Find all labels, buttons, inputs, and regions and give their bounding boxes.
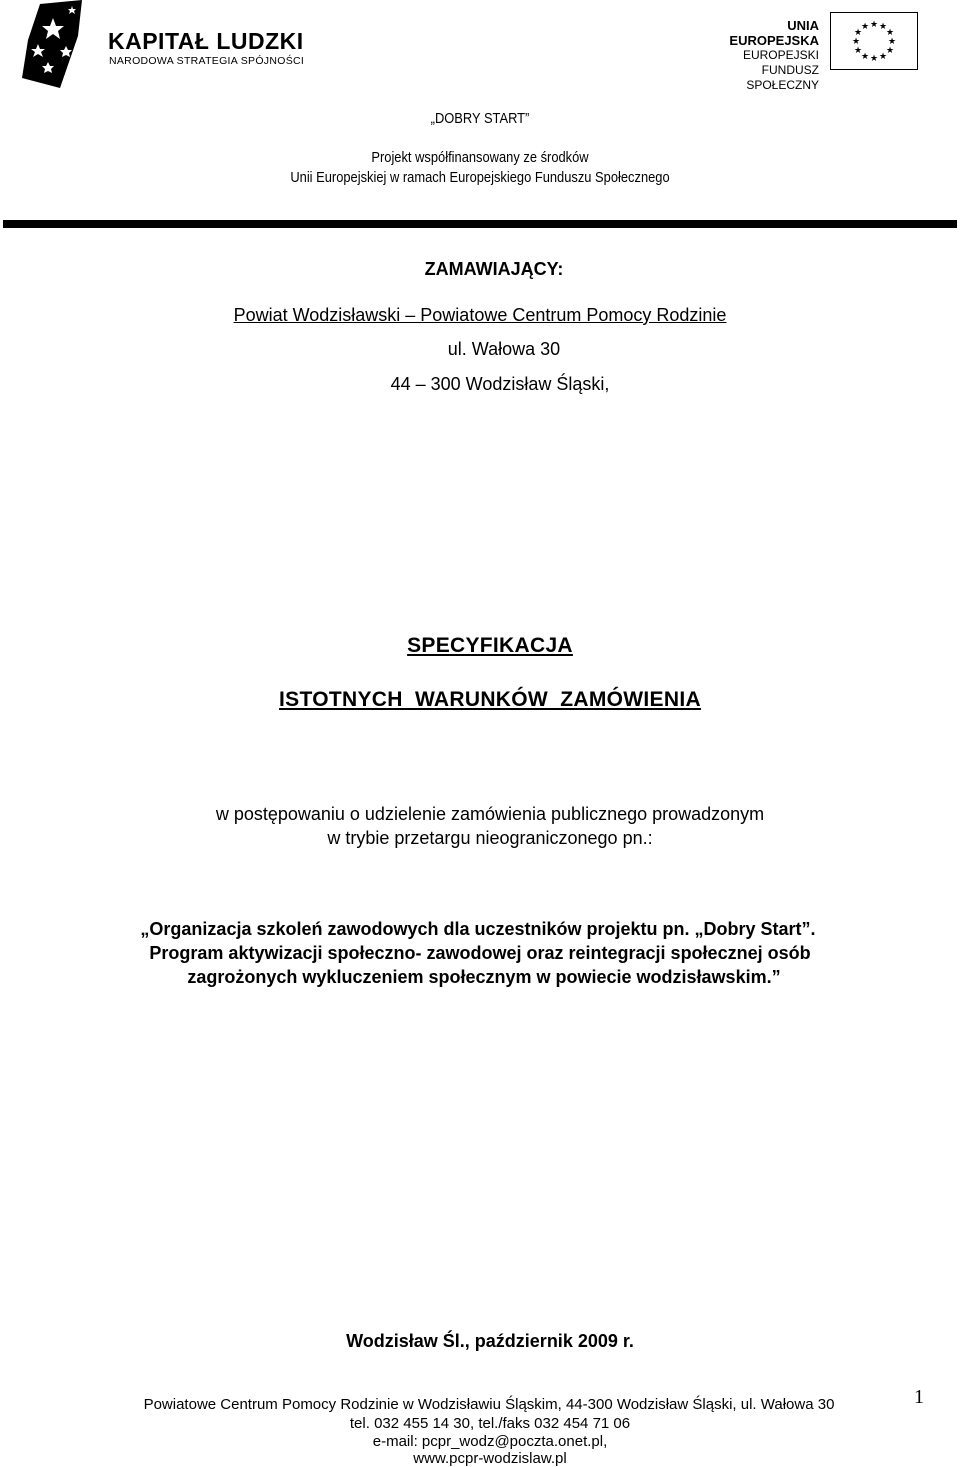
kapital-ludzki-title: KAPITAŁ LUDZKI [108, 28, 304, 54]
svg-text:★: ★ [885, 28, 895, 38]
eu-line3: FUNDUSZ SPOŁECZNY [746, 63, 819, 92]
eu-logo-text [696, 18, 819, 93]
procedure-line2: w trybie przetargu nieograniczonego pn.: [327, 828, 653, 848]
place-date: Wodzisław Śl., październik 2009 r. [346, 1331, 634, 1351]
procedure-line1: w postępowaniu o udzielenie zamówienia publicznego prowadzonym [215, 804, 765, 824]
ordering-party-name: Powiat Wodzisławski – Powiatowe Centrum Pomocy Rodzinie [233, 305, 727, 325]
svg-text:★: ★ [869, 20, 879, 30]
svg-text:★: ★ [853, 28, 863, 38]
eu-logo [696, 12, 921, 92]
svg-text:★: ★ [869, 54, 879, 64]
footer-line2: tel. 032 455 14 30, tel./faks 032 454 71 06 [349, 1415, 631, 1432]
eu-flag-icon [830, 12, 918, 70]
subject-line2: Program aktywizacji społeczno- zawodowej oraz reintegracji społecznej osób [149, 943, 811, 963]
footer-line1: Powiatowe Centrum Pomocy Rodzinie w Wodzisławiu Śląskim, 44-300 Wodzisław Śląski, ul. Wałowa 30 [143, 1396, 835, 1413]
ordering-party-street: ul. Wałowa 30 [447, 339, 561, 359]
svg-text:★: ★ [887, 37, 897, 47]
cofinanced-line1: Projekt współfinansowany ze środków [371, 149, 589, 166]
project-name: „DOBRY START” [430, 110, 530, 127]
eu-line1: UNIA EUROPEJSKA [729, 18, 819, 48]
ordering-party-label: ZAMAWIAJĄCY: [424, 259, 564, 279]
kapital-ludzki-subtitle: NARODOWA STRATEGIA SPÓJNOŚCI [109, 55, 305, 67]
footer-line4: www.pcpr-wodzislaw.pl [413, 1450, 567, 1467]
header-divider [3, 220, 957, 228]
kapital-ludzki-stars-icon [20, 0, 82, 88]
svg-text:★: ★ [853, 46, 863, 56]
cofinanced-line2: Unii Europejskiej w ramach Europejskiego Funduszu Społecznego [290, 169, 670, 186]
svg-text:★: ★ [860, 52, 870, 62]
svg-text:★: ★ [860, 22, 870, 32]
page-number: 1 [914, 1386, 924, 1408]
eu-line2: EUROPEJSKI [742, 48, 819, 62]
title-line1: SPECYFIKACJA [407, 634, 573, 657]
title-line2: ISTOTNYCH WARUNKÓW ZAMÓWIENIA [279, 688, 701, 711]
svg-text:★: ★ [878, 22, 888, 32]
subject-line3: zagrożonych wykluczeniem społecznym w powiecie wodzisławskim.” [187, 967, 781, 987]
ordering-party-city: 44 – 300 Wodzisław Śląski, [390, 374, 610, 394]
svg-text:★: ★ [851, 37, 861, 47]
svg-text:★: ★ [878, 52, 888, 62]
svg-text:★: ★ [885, 46, 895, 56]
kapital-ludzki-logo [20, 0, 320, 88]
footer-line3: e-mail: pcpr_wodz@poczta.onet.pl, [372, 1433, 608, 1450]
subject-line1: „Organizacja szkoleń zawodowych dla uczestników projektu pn. „Dobry Start”. [140, 919, 816, 939]
